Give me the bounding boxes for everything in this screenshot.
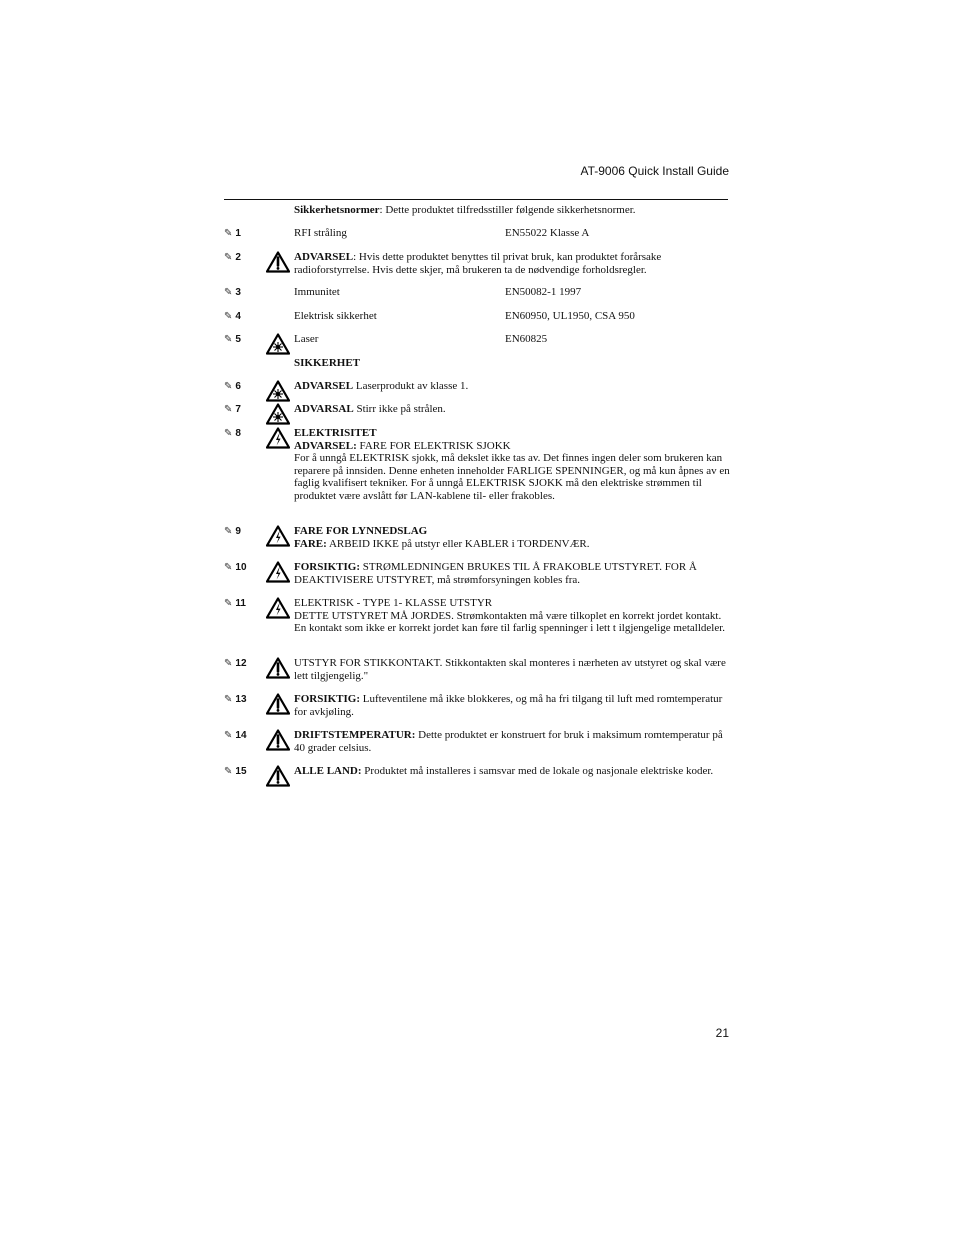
- item-number: ✎ 2: [224, 252, 241, 263]
- pencil-icon: ✎: [224, 730, 233, 741]
- warning-text: ELEKTRISK - TYPE 1- KLASSE UTSTYR DETTE UTSTYRET MÅ JORDES. Strømkontakten må være tilkoplet en korrekt jordet kontakt. En kontakt som ikke er korrekt jordet kan føre til farlig spenninger i lett t ilgjengelige metalldeler.: [294, 597, 726, 635]
- warning-text: FORSIKTIG: Lufteventilene må ikke blokkeres, og må ha fri tilgang til luft med romtemperatur for avkjøling.: [294, 693, 723, 718]
- section-heading: SIKKERHET: [294, 357, 361, 369]
- warning-text: ADVARSEL Laserprodukt av klasse 1.: [294, 380, 469, 392]
- intro-paragraph: [294, 204, 730, 217]
- warning-row-11: [224, 597, 734, 637]
- warning-row-12: [224, 657, 734, 697]
- warning-triangle-icon: [266, 657, 290, 679]
- standard-value: EN55022 Klasse A: [505, 227, 590, 239]
- item-number: ✎ 8: [224, 428, 241, 439]
- intro-bold: Sikkerhetsnormer: [294, 204, 380, 216]
- pencil-icon: ✎: [224, 228, 233, 239]
- item-number: ✎ 13: [224, 694, 247, 705]
- warning-row-13: [224, 693, 734, 733]
- item-number: ✎ 3: [224, 287, 241, 298]
- pencil-icon: ✎: [224, 404, 233, 415]
- warning-triangle-icon: [266, 729, 290, 751]
- item-number: ✎ 12: [224, 658, 247, 669]
- warning-triangle-icon: [266, 693, 290, 715]
- pencil-icon: ✎: [224, 311, 233, 322]
- pencil-icon: ✎: [224, 381, 233, 392]
- intro-text: : Dette produktet tilfredsstiller følgende sikkerhetsnormer.: [379, 204, 636, 216]
- pencil-icon: ✎: [224, 526, 233, 537]
- item-number: ✎ 7: [224, 404, 241, 415]
- item-number: ✎ 15: [224, 766, 247, 777]
- item-number: ✎ 6: [224, 381, 241, 392]
- laser-warning-icon: [266, 333, 290, 355]
- header-rule: [224, 199, 728, 200]
- warning-text: UTSTYR FOR STIKKONTAKT. Stikkontakten skal monteres i nærheten av utstyret og skal være lett tilgjengelig.": [294, 657, 726, 682]
- warning-text: ADVARSEL: Hvis dette produktet benyttes til privat bruk, kan produktet forårsake radioforstyrrelse. Hvis dette skjer, må brukeren ta de nødvendige forholdsregler.: [294, 251, 662, 276]
- pencil-icon: ✎: [224, 252, 233, 263]
- pencil-icon: ✎: [224, 766, 233, 777]
- lightning-warning-icon: [266, 525, 290, 547]
- standard-label: RFI stråling: [294, 227, 347, 239]
- item-number: ✎ 9: [224, 526, 241, 537]
- standard-label: Immunitet: [294, 286, 340, 298]
- standard-value: EN50082-1 1997: [505, 286, 582, 298]
- laser-warning-icon: [266, 403, 290, 425]
- laser-warning-icon: [266, 380, 290, 402]
- pencil-icon: ✎: [224, 694, 233, 705]
- pencil-icon: ✎: [224, 428, 233, 439]
- warning-row-15: [224, 765, 734, 805]
- warning-row-14: [224, 729, 734, 769]
- item-number: ✎ 4: [224, 311, 241, 322]
- warning-text: DRIFTSTEMPERATUR: Dette produktet er konstruert for bruk i maksimum romtemperatur på 40 grader celsius.: [294, 729, 723, 754]
- standard-label: Laser: [294, 333, 319, 345]
- warning-text: ALLE LAND: Produktet må installeres i samsvar med de lokale og nasjonale elektriske koder.: [294, 765, 714, 777]
- warning-triangle-icon: [266, 765, 290, 787]
- warning-text: ADVARSAL Stirr ikke på strålen.: [294, 403, 446, 415]
- pencil-icon: ✎: [224, 334, 233, 345]
- warning-row-8: [224, 427, 734, 502]
- pencil-icon: ✎: [224, 658, 233, 669]
- item-number: ✎ 11: [224, 598, 246, 609]
- item-number: ✎ 5: [224, 334, 241, 345]
- electrical-warning-icon: [266, 597, 290, 619]
- warning-row-2: [224, 251, 734, 291]
- warning-triangle-icon: [266, 251, 290, 273]
- item-number: ✎ 10: [224, 562, 247, 573]
- pencil-icon: ✎: [224, 598, 233, 609]
- warning-row-9: [224, 525, 734, 565]
- warning-text: FARE FOR LYNNEDSLAG FARE: ARBEID IKKE på utstyr eller KABLER i TORDENVÆR.: [294, 525, 590, 550]
- pencil-icon: ✎: [224, 562, 233, 573]
- warning-row-10: [224, 561, 734, 601]
- running-header: AT-9006 Quick Install Guide: [580, 164, 729, 178]
- electrical-warning-icon: [266, 427, 290, 449]
- electrical-warning-icon: [266, 561, 290, 583]
- standard-label: Elektrisk sikkerhet: [294, 310, 377, 322]
- standard-value: EN60825: [505, 333, 548, 345]
- item-number: ✎ 1: [224, 228, 241, 239]
- pencil-icon: ✎: [224, 287, 233, 298]
- item-number: ✎ 14: [224, 730, 247, 741]
- warning-text: ELEKTRISITET ADVARSEL: FARE FOR ELEKTRISK SJOKK For å unngå ELEKTRISK sjokk, må dekslet ikke tas av. Det finnes ingen deler som brukeren kan reparere på innsiden. Denne enheten inneholder FARLIGE SPENNINGER, og må kun åpnes av en faglig kvalifisert tekniker. For å unngå ELEKTRISK SJOKK må den elektriske strømmen til produktet være avslått før LAN-kablene til- eller frakobles.: [294, 427, 730, 502]
- warning-text: FORSIKTIG: STRØMLEDNINGEN BRUKES TIL Å FRAKOBLE UTSTYRET. FOR Å DEAKTIVISERE UTSTYRET, må strømforsyningen kobles fra.: [294, 561, 697, 586]
- page-number: 21: [715, 1026, 729, 1040]
- standard-value: EN60950, UL1950, CSA 950: [505, 310, 635, 322]
